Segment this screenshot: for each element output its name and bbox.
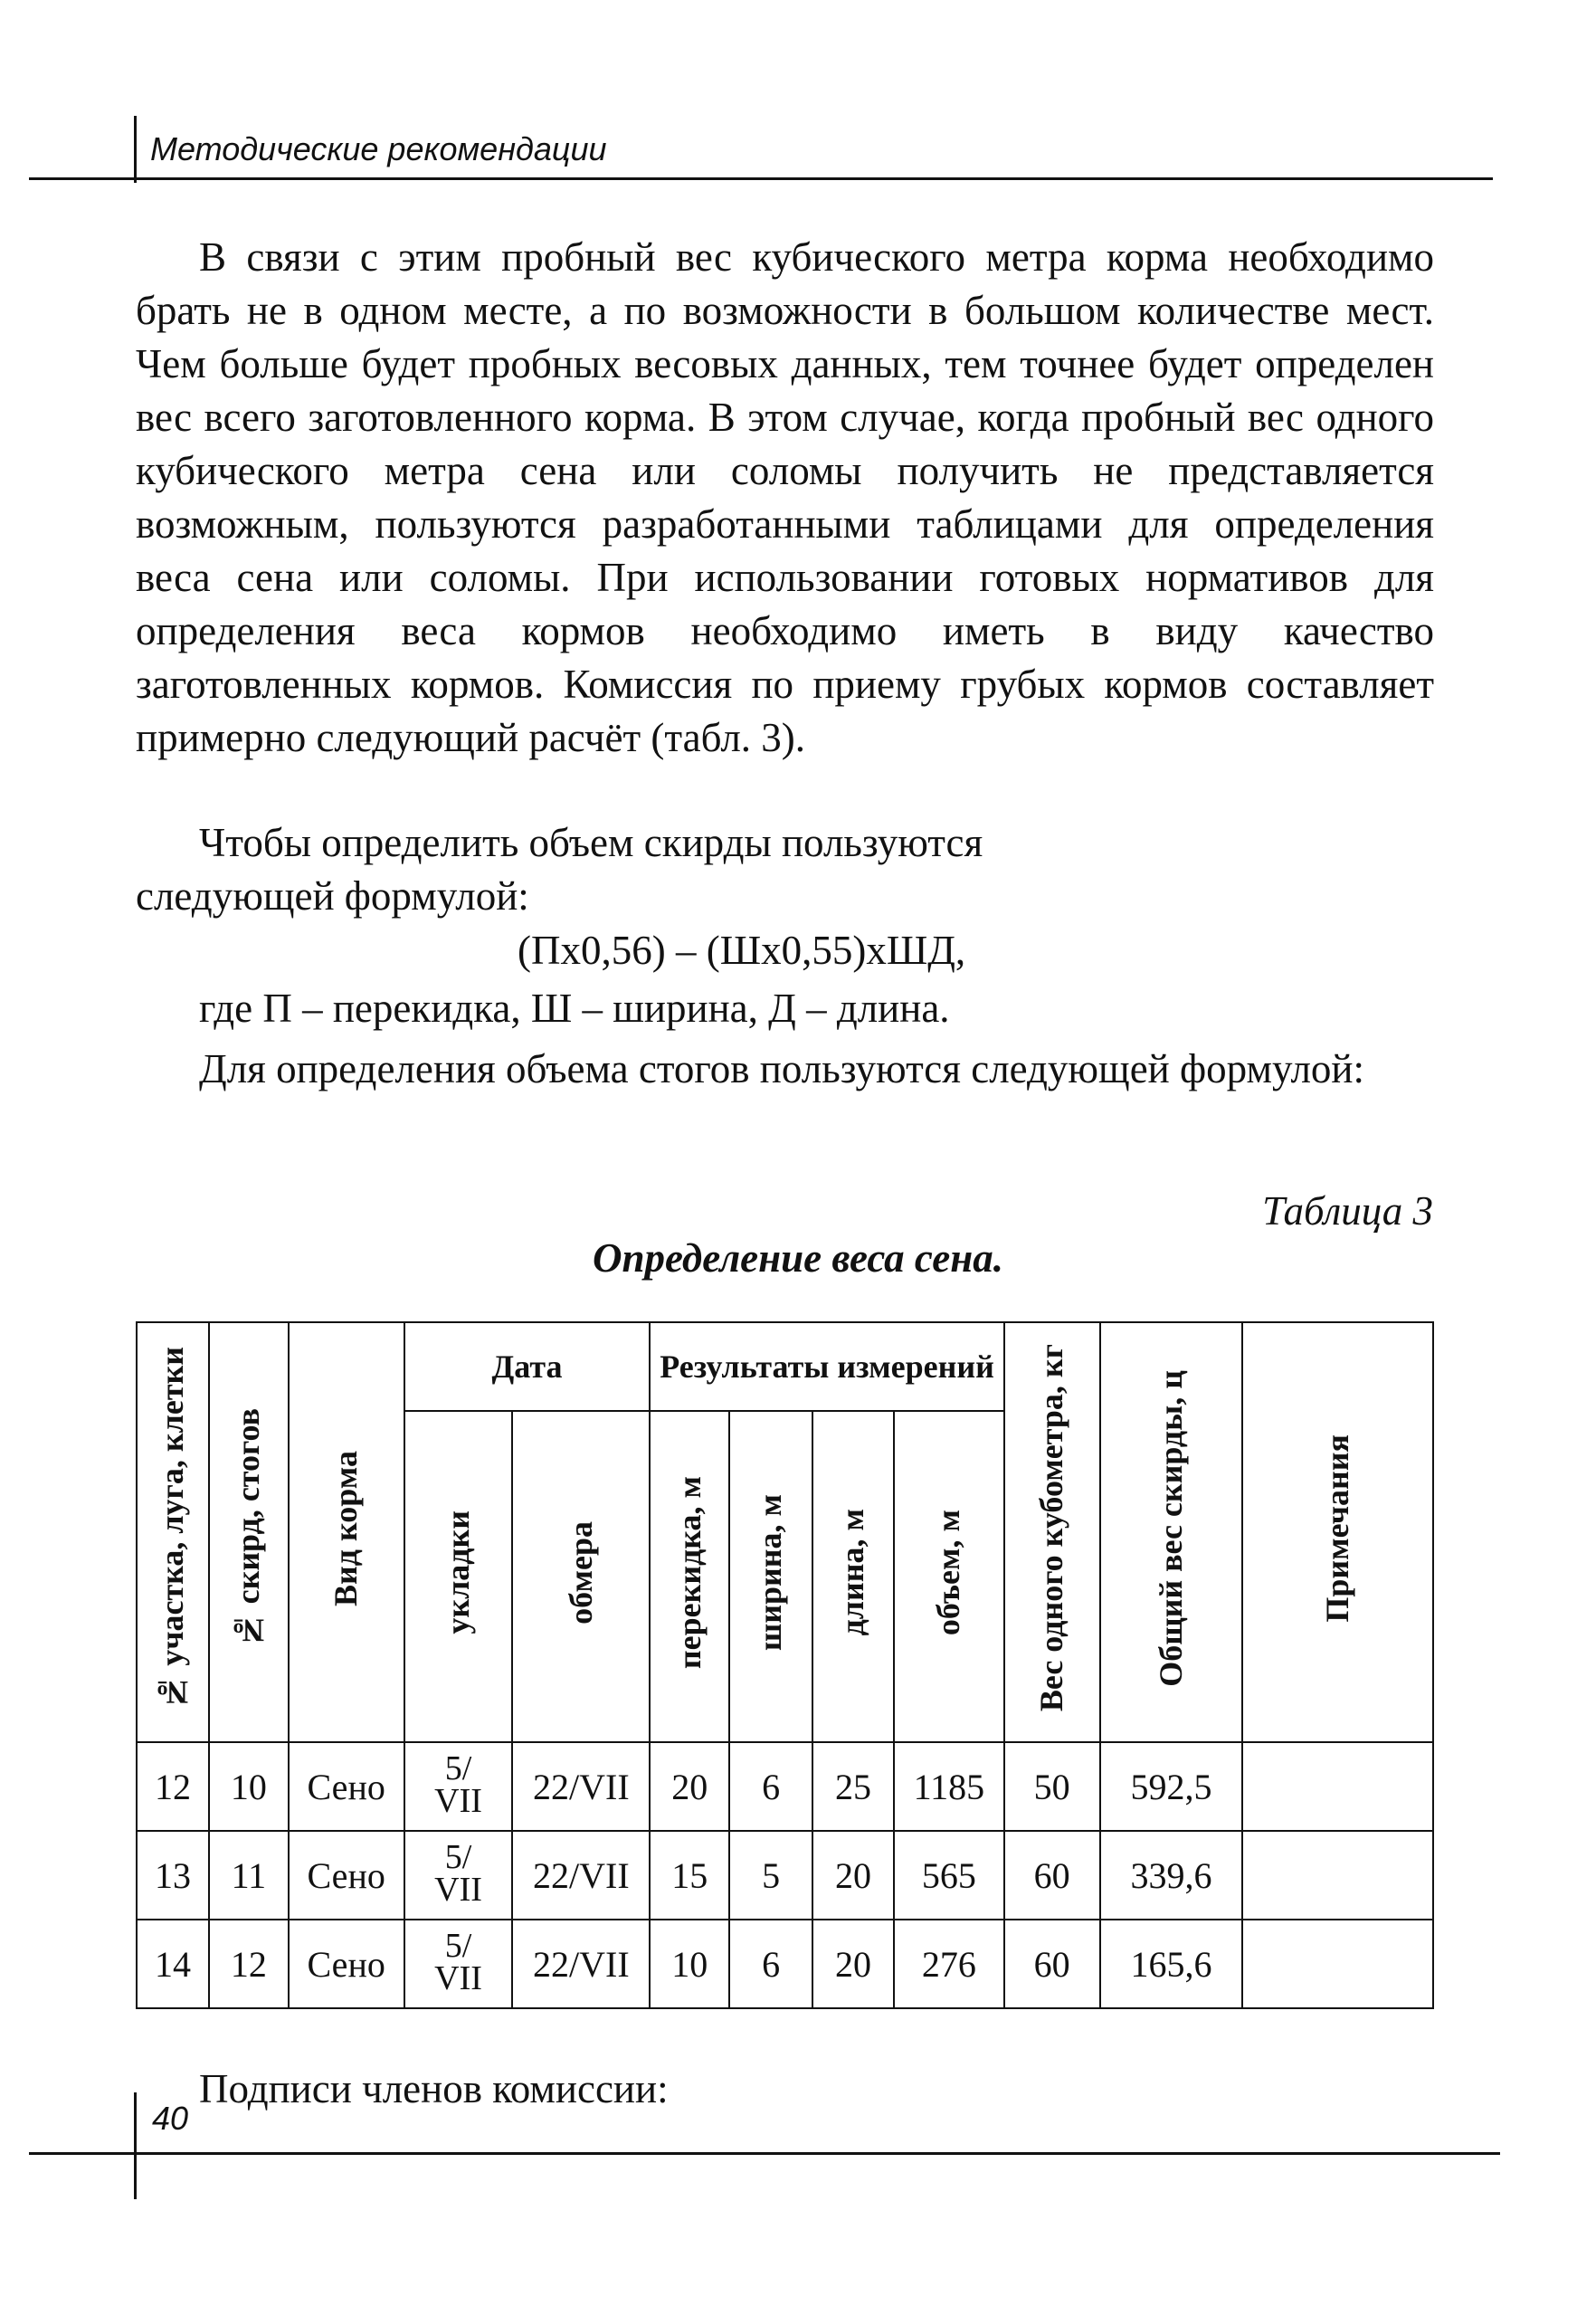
cell-plot: 13 — [137, 1831, 209, 1920]
cell-width: 5 — [729, 1831, 812, 1920]
cell-notes — [1242, 1920, 1433, 2008]
header-rule-horizontal — [29, 177, 1493, 180]
paragraph-2: Чтобы определить объем скирды пользуются следующей формулой: — [136, 820, 983, 919]
cell-notes — [1242, 1831, 1433, 1920]
cell-stack: 11 — [209, 1831, 289, 1920]
header-notes: Примечания — [1242, 1322, 1433, 1742]
header-rule-vertical — [134, 116, 137, 183]
cell-feed: Сено — [289, 1831, 404, 1920]
formula-legend: где П – перекидка, Ш – ширина, Д – длина. — [199, 986, 950, 1031]
cell-width: 6 — [729, 1920, 812, 2008]
cell-weight: 60 — [1004, 1831, 1100, 1920]
header-date-group: Дата — [404, 1322, 651, 1411]
cell-notes — [1242, 1742, 1433, 1831]
header-stack: № скирд, стогов — [209, 1322, 289, 1742]
header-feed-type: Вид корма — [289, 1322, 404, 1742]
header-throw: перекидка, м — [650, 1411, 729, 1742]
cell-feed: Сено — [289, 1742, 404, 1831]
paragraph-1: В связи с этим пробный вес кубического метра корма необходимо брать не в одном месте, а по возможности в большом количестве мест. Чем больше будет пробных весовых данных, тем точнее будет определен вес всего заготовленного корма. В этом случае, когда пробный вес одного кубического метра сена или соломы получить не представляется возможным, пользуются разработанными таблицами для определения веса сена или соломы. При использовании готовых нормативов для определения веса кормов необходимо иметь в виду качество заготовленных кормов. Комиссия по приему грубых кормов составляет примерно следующий расчёт (табл. 3). — [136, 234, 1434, 760]
cell-laying: 5/ VII — [404, 1831, 513, 1920]
header-weight-per-m3: Вес одного кубометра, кг — [1004, 1322, 1100, 1742]
cell-length: 20 — [812, 1920, 894, 2008]
table-title: Определение веса сена. — [593, 1235, 1003, 1281]
header-total-weight: Общий вес скирды, ц — [1100, 1322, 1243, 1742]
table-row — [137, 1920, 1433, 2008]
table-row — [137, 1831, 1433, 1920]
table-row — [137, 1742, 1433, 1831]
running-header: Методические рекомендации — [150, 130, 607, 167]
cell-volume: 276 — [894, 1920, 1004, 2008]
footer-rule-horizontal — [29, 2152, 1500, 2155]
cell-plot: 12 — [137, 1742, 209, 1831]
header-length: длина, м — [812, 1411, 894, 1742]
cell-weight: 50 — [1004, 1742, 1100, 1831]
cell-stack: 12 — [209, 1920, 289, 2008]
hay-weight-table — [136, 1321, 1434, 2009]
header-volume: объем, м — [894, 1411, 1004, 1742]
page-number: 40 — [152, 2100, 189, 2137]
cell-plot: 14 — [137, 1920, 209, 2008]
cell-total: 165,6 — [1100, 1920, 1243, 2008]
cell-measure: 22/VII — [512, 1742, 650, 1831]
cell-total: 339,6 — [1100, 1831, 1243, 1920]
cell-laying: 5/ VII — [404, 1742, 513, 1831]
cell-throw: 10 — [650, 1920, 729, 2008]
cell-laying: 5/ VII — [404, 1920, 513, 2008]
cell-measure: 22/VII — [512, 1831, 650, 1920]
cell-width: 6 — [729, 1742, 812, 1831]
cell-length: 20 — [812, 1831, 894, 1920]
footer-rule-vertical — [134, 2092, 137, 2199]
cell-total: 592,5 — [1100, 1742, 1243, 1831]
cell-throw: 15 — [650, 1831, 729, 1920]
cell-throw: 20 — [650, 1742, 729, 1831]
header-width: ширина, м — [729, 1411, 812, 1742]
header-date-laying: укладки — [404, 1411, 513, 1742]
cell-volume: 1185 — [894, 1742, 1004, 1831]
signatures-line: Подписи членов комиссии: — [199, 2066, 669, 2111]
header-plot: № участка, луга, клетки — [137, 1322, 209, 1742]
cell-feed: Сено — [289, 1920, 404, 2008]
cell-volume: 565 — [894, 1831, 1004, 1920]
header-date-measure: обмера — [512, 1411, 650, 1742]
cell-measure: 22/VII — [512, 1920, 650, 2008]
table-label: Таблица 3 — [1262, 1188, 1433, 1234]
cell-stack: 10 — [209, 1742, 289, 1831]
cell-length: 25 — [812, 1742, 894, 1831]
formula: (Пх0,56) – (Шх0,55)хШД, — [518, 928, 966, 973]
header-results-group: Результаты измерений — [650, 1322, 1003, 1411]
paragraph-3: Для определения объема стогов пользуются следующей формулой: — [199, 1046, 1365, 1091]
cell-weight: 60 — [1004, 1920, 1100, 2008]
